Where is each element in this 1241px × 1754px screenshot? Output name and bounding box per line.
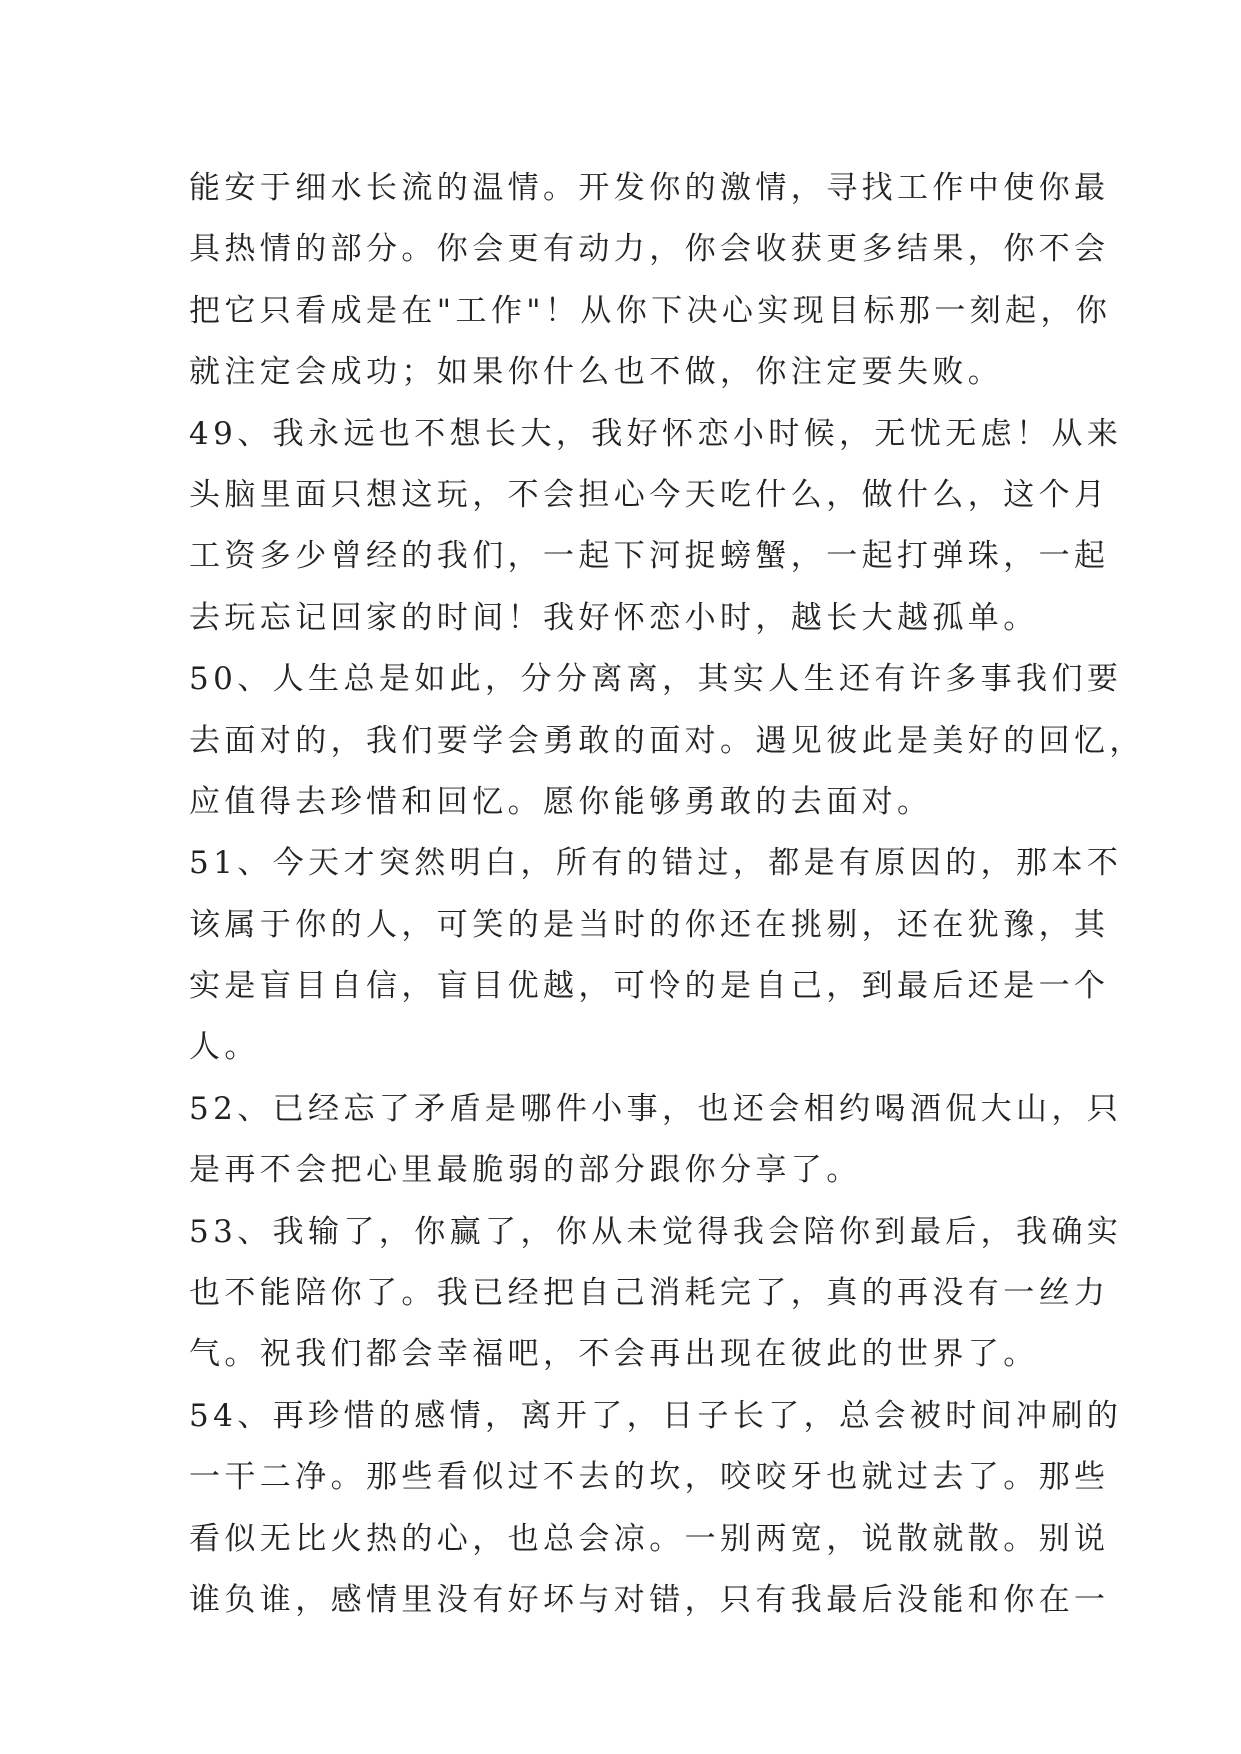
text-line: 51、今天才突然明白，所有的错过，都是有原因的，那本不: [189, 845, 1123, 882]
text-line: 人。: [189, 1029, 260, 1066]
text-line: 该属于你的人，可笑的是当时的你还在挑剔，还在犹豫，其: [189, 906, 1110, 943]
text-line: 52、已经忘了矛盾是哪件小事，也还会相约喝酒侃大山，只: [189, 1090, 1123, 1127]
text-line: 具热情的部分。你会更有动力，你会收获更多结果，你不会: [189, 231, 1110, 268]
text-line: 看似无比火热的心，也总会凉。一别两宽，说散就散。别说: [189, 1520, 1110, 1557]
text-line: 也不能陪你了。我已经把自己消耗完了，真的再没有一丝力: [189, 1275, 1110, 1312]
text-line: 去玩忘记回家的时间！我好怀恋小时，越长大越孤单。: [189, 599, 1039, 636]
text-line: 一干二净。那些看似过不去的坎，咬咬牙也就过去了。那些: [189, 1459, 1110, 1496]
text-line: 就注定会成功；如果你什么也不做，你注定要失败。: [189, 354, 1004, 391]
text-line: 头脑里面只想这玩，不会担心今天吃什么，做什么，这个月: [189, 476, 1110, 513]
text-line: 把它只看成是在"工作"！从你下决心实现目标那一刻起，你: [189, 292, 1112, 329]
text-line: 49、我永远也不想长大，我好怀恋小时候，无忧无虑！从来: [189, 415, 1123, 452]
body-text: [189, 158, 1145, 1631]
text-line: 应值得去珍惜和回忆。愿你能够勇敢的去面对。: [189, 783, 933, 820]
text-line: 能安于细水长流的温情。开发你的激情，寻找工作中使你最: [189, 170, 1110, 206]
text-line: 实是盲目自信，盲目优越，可怜的是自己，到最后还是一个: [189, 968, 1110, 1005]
text-line: 气。祝我们都会幸福吧，不会再出现在彼此的世界了。: [189, 1336, 1039, 1373]
text-line: 是再不会把心里最脆弱的部分跟你分享了。: [189, 1152, 862, 1189]
text-line: 去面对的，我们要学会勇敢的面对。遇见彼此是美好的回忆，: [189, 722, 1145, 759]
text-line: 工资多少曾经的我们，一起下河捉螃蟹，一起打弹珠，一起: [189, 538, 1110, 575]
text-line: 50、人生总是如此，分分离离，其实人生还有许多事我们要: [189, 661, 1123, 698]
text-line: 53、我输了，你赢了，你从未觉得我会陪你到最后，我确实: [189, 1213, 1123, 1250]
text-line: 谁负谁，感情里没有好坏与对错，只有我最后没能和你在一: [189, 1581, 1110, 1618]
text-line: 54、再珍惜的感情，离开了，日子长了，总会被时间冲刷的: [189, 1397, 1123, 1434]
